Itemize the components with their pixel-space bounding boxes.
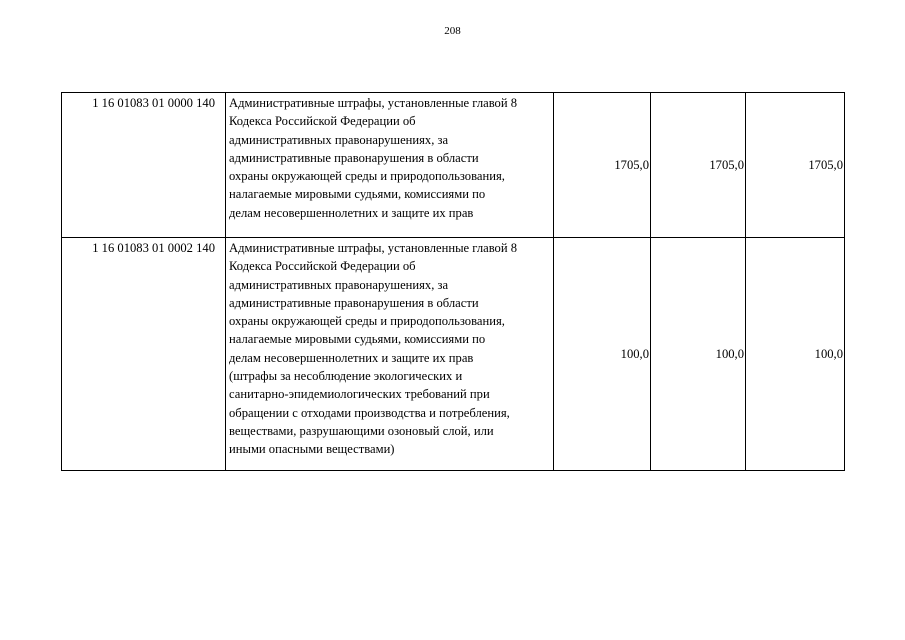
amount-cell-year-1: 100,0 (554, 238, 651, 471)
description-cell (226, 93, 554, 238)
description-line: иными опасными веществами) (229, 442, 395, 457)
description-line: Кодекса Российской Федерации об (229, 259, 416, 274)
amount-cell-year-2: 100,0 (651, 238, 746, 471)
description-cell (226, 238, 554, 471)
description-line: Административные штрафы, установленные главой 8 (229, 96, 518, 110)
page-number: 208 (444, 25, 461, 37)
amount-cell-year-1: 1705,0 (554, 93, 651, 238)
description-line: налагаемые мировыми судьями, комиссиями по (229, 187, 486, 202)
description-line: административные правонарушения в области (229, 295, 479, 310)
budget-table (61, 92, 845, 471)
revenue-code-cell: 1 16 01083 01 0002 140 (62, 238, 226, 471)
amount-cell-year-2: 1705,0 (651, 93, 746, 238)
revenue-code-cell: 1 16 01083 01 0000 140 (62, 93, 226, 238)
description-line: веществами, разрушающими озоновый слой, или (229, 423, 494, 438)
description-line: санитарно-эпидемиологических требований при (229, 387, 490, 402)
amount-cell-year-3: 100,0 (746, 238, 845, 471)
description-line: Кодекса Российской Федерации об (229, 114, 416, 129)
description-line: делам несовершеннолетних и защите их прав (229, 205, 474, 220)
description-line: (штрафы за несоблюдение экологических и (229, 369, 463, 384)
description-line: административных правонарушениях, за (229, 132, 449, 147)
description-line: Административные штрафы, установленные главой 8 (229, 241, 518, 255)
description-line: обращении с отходами производства и потребления, (229, 405, 510, 420)
description-line: охраны окружающей среды и природопользования, (229, 314, 505, 329)
amount-cell-year-3: 1705,0 (746, 93, 845, 238)
description-line: административных правонарушениях, за (229, 277, 449, 292)
description-line: охраны окружающей среды и природопользования, (229, 169, 505, 184)
table-row (62, 93, 845, 238)
description-line: административные правонарушения в области (229, 150, 479, 165)
description-line: налагаемые мировыми судьями, комиссиями по (229, 332, 486, 347)
description-line: делам несовершеннолетних и защите их прав (229, 350, 474, 365)
table-row (62, 238, 845, 471)
